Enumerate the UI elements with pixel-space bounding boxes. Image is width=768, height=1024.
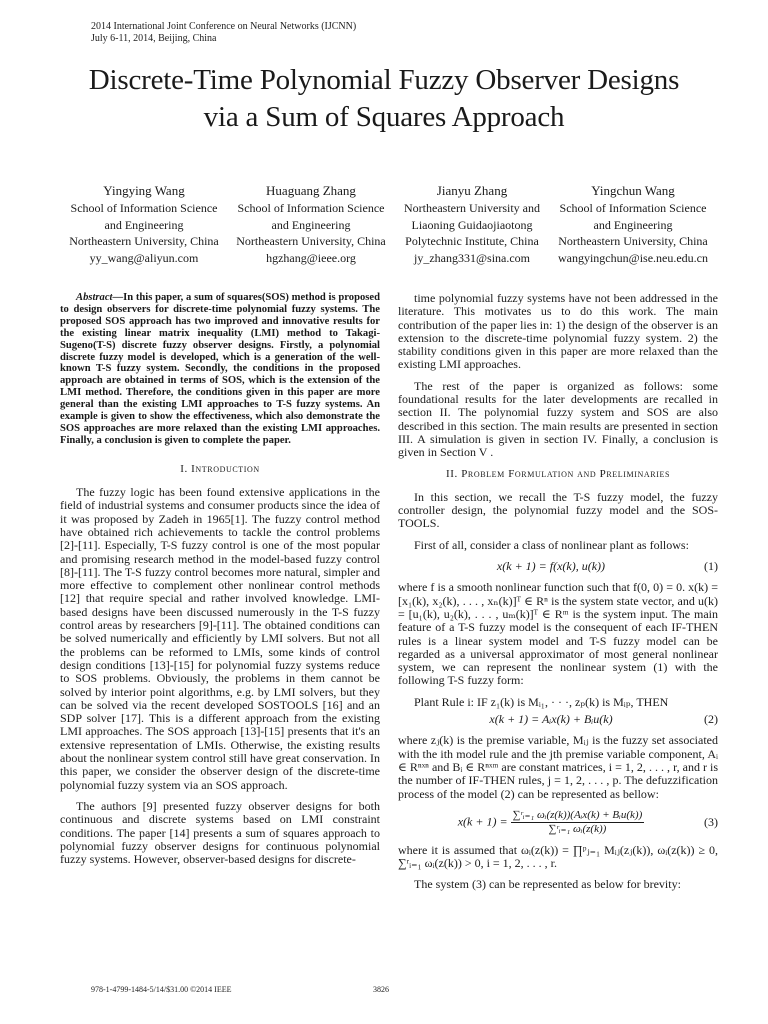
author-3 xyxy=(394,182,550,266)
equation-body: x(k + 1) = Aᵢx(k) + Bᵢu(k) xyxy=(489,712,613,727)
author-affiliation: Northeastern University, China xyxy=(69,234,219,248)
author-affiliation: and Engineering xyxy=(104,217,184,232)
paragraph: time polynomial fuzzy systems have not been addressed in the literature. This motivates us to do this work. The main contribution of the paper lies in: 1) the design of the observer is an extension to the discrete-time polynomial fuzzy system. 2) the stability conditions given in this paper are more relaxed than the existing LMI approaches. xyxy=(398,291,718,372)
paragraph: First of all, consider a class of nonlinear plant as follows: xyxy=(414,537,689,552)
conference-dates: July 6-11, 2014, Beijing, China xyxy=(91,33,217,44)
equation-body xyxy=(398,809,704,836)
section-heading-introduction: I. Introduction xyxy=(180,462,260,475)
title-line-1: Discrete-Time Polynomial Fuzzy Observer Designs xyxy=(88,64,680,96)
equation-2 xyxy=(398,713,718,726)
plant-rule: Plant Rule i: IF z₁(k) is Mᵢ₁, · · ·, zₚ(k) is Mᵢₚ, THEN xyxy=(414,694,669,709)
author-1 xyxy=(60,182,228,266)
paragraph: where zⱼ(k) is the premise variable, Mᵢⱼ is the fuzzy set associated with the ith model rule and the jth premise variable component, Aᵢ ∈ Rⁿˣⁿ and Bᵢ ∈ Rⁿˣᵐ are constant matrices, i = 1, 2, . . . , r, and r is the number of IF-THEN rules, j = 1, 2, . . . , p. The defuzzification process of the model (2) can be represented as bellow: xyxy=(398,733,718,801)
equation-number: (3) xyxy=(704,814,718,829)
author-email: jy_zhang331@sina.com xyxy=(413,250,531,265)
abstract-lead: Abstract xyxy=(76,292,113,303)
author-4 xyxy=(550,182,716,266)
equation-body: x(k + 1) = f(x(k), u(k)) xyxy=(496,559,606,574)
equation-1 xyxy=(398,560,718,573)
title-line-2: via a Sum of Squares Approach xyxy=(203,101,565,133)
paragraph: In this section, we recall the T-S fuzzy model, the fuzzy controller design, the polynomial fuzzy model and the SOS-TOOLS. xyxy=(398,489,718,531)
author-name: Jianyu Zhang xyxy=(436,183,508,198)
author-name: Yingchun Wang xyxy=(591,183,675,198)
author-name: Yingying Wang xyxy=(103,183,185,198)
author-affiliation: School of Information Science xyxy=(237,201,385,215)
left-column xyxy=(60,292,380,874)
author-affiliation: and Engineering xyxy=(593,217,673,232)
author-affiliation: Liaoning Guidaojiaotong xyxy=(411,217,533,232)
author-email: hgzhang@ieee.org xyxy=(266,250,356,265)
author-affiliation: Northeastern University, China xyxy=(558,234,708,248)
author-affiliation: Northeastern University and xyxy=(404,201,540,215)
paragraph: where it is assumed that ωᵢ(z(k)) = ∏ᵖⱼ₌₁ Mᵢⱼ(zⱼ(k)), ωᵢ(z(k)) ≥ 0, ∑ʳᵢ₌₁ ωᵢ(z(k)) > 0, i = 1, 2, . . . , r. xyxy=(398,842,718,871)
conference-header xyxy=(91,21,356,45)
paragraph: The authors [9] presented fuzzy observer designs for both continuous and discrete systems based on LMI constraint conditions. The paper [14] presents a sum of squares approach to polynomial fuzzy observer designs for continuous polynomial fuzzy systems. However, observer-based designs for discrete- xyxy=(60,798,380,867)
author-affiliation: and Engineering xyxy=(271,217,351,232)
page-number: 3826 xyxy=(373,985,389,994)
author-affiliation: Northeastern University, China xyxy=(236,234,386,248)
section-heading-problem-formulation: II. Problem Formulation and Preliminaries xyxy=(445,467,671,480)
equation-3 xyxy=(398,809,718,836)
paragraph: The fuzzy logic has been found extensive applications in the field of industrial systems and consumer products since the idea of it was proposed by Zadeh in 1965[1]. The fuzzy control method have obtained rich achievements to tackle the control problems [2]-[11]. Especially, T-S fuzzy control is one of the most popular and promising research method in the model-based fuzzy control [8]-[11]. The T-S fuzzy control becomes more natural, simpler and more effective to complement other nonlinear control methods [12] that require special and rather involved knowledge. LMI-based designs have been discussed numerously in the T-S fuzzy control areas by researchers [9]-[11]. The obtained conditions can be solved numerically and efficiently by LMI solvers. But not all the problems can be reformed to LMIs, some kinds of control design conditions [13]-[15] for polynomial fuzzy systems reduce to SOS problems. Obviously, the problems in them cannot be solved by interior point algorithms, e.g. by LMI solvers, but they can be solved via the recent developed SOSTOOLS [16] and an SDP solver [17]. This is a different approach from the existing LMI approaches. The SOS approach [13]-[15] presents that it's an extensive representation of LMIs. Otherwise, the existing results about the nonlinear system control still have great conservation. In this paper, we consider the observer design of the discrete-time polynomial fuzzy system via an SOS approach. xyxy=(60,485,380,792)
equation-fraction xyxy=(511,809,645,836)
author-2 xyxy=(228,182,394,266)
author-affiliation: School of Information Science xyxy=(70,201,218,215)
author-name: Huaguang Zhang xyxy=(266,183,356,198)
paragraph: The system (3) can be represented as below for brevity: xyxy=(414,877,681,892)
fraction-denominator: ∑ʳᵢ₌₁ ωᵢ(z(k)) xyxy=(548,822,607,835)
equation-number: (1) xyxy=(704,559,718,574)
author-affiliation: Polytechnic Institute, China xyxy=(405,234,539,248)
paper-title xyxy=(40,62,728,136)
right-column xyxy=(398,292,718,900)
author-affiliation: School of Information Science xyxy=(559,201,707,215)
abstract xyxy=(60,292,380,447)
equation-number: (2) xyxy=(704,712,718,727)
footer-isbn: 978-1-4799-1484-5/14/$31.00 ©2014 IEEE xyxy=(91,985,232,994)
paragraph: where f is a smooth nonlinear function such that f(0, 0) = 0. x(k) = [x₁(k), x₂(k), . . . , xₙ(k)]ᵀ ∈ Rⁿ is the system state vector, and u(k) = [u₁(k), u₂(k), . . . , uₘ(k)]ᵀ ∈ Rᵐ is the system input. The main feature of a T-S fuzzy model is the consequent of each IF-THEN rules is a linear system model and T-S fuzzy model can be regarded as a universal approximator of most general nonlinear system, we can represent the nonlinear system (1) with the following T-S fuzzy form: xyxy=(398,580,718,688)
paragraph: The rest of the paper is organized as follows: some foundational results for the later developments are recalled in section II. The polynomial fuzzy system and SOS are also described in this section. The main results are presented in section III. A simulation is given in section IV. Finally, a conclusion is given in Section V . xyxy=(398,378,718,460)
author-email: yy_wang@aliyun.com xyxy=(89,250,199,265)
conference-name: 2014 International Joint Conference on Neural Networks (IJCNN) xyxy=(91,21,357,32)
author-email: wangyingchun@ise.neu.edu.cn xyxy=(557,250,708,265)
abstract-text: —In this paper, a sum of squares(SOS) method is proposed to design observers for discrete-time polynomial fuzzy systems. The proposed SOS approach has two improved and innovative results for the existing linear matrix inequality (LMI) method to Takagi-Sugeno(T-S) discrete fuzzy observer designs. Firstly, a polynomial discrete fuzzy model is developed, which is a generation of the well-known T-S fuzzy system. Secondly, the conditions in the proposed approach are obtained in terms of SOS, which is the extension of the LMI method. Therefore, the conditions given in this paper are more general than the existing LMI approaches to T-S fuzzy systems. An example is given to show the effectiveness, which also demonstrate the SOS approaches are more relaxed than the existing LMI approaches. Finally, a conclusion is given to complete the paper. xyxy=(60,292,380,446)
author-block xyxy=(60,182,724,266)
equation-lhs: x(k + 1) = xyxy=(457,814,508,829)
fraction-numerator: ∑ʳᵢ₌₁ ωᵢ(z(k))(Aᵢx(k) + Bᵢu(k)) xyxy=(512,808,643,821)
